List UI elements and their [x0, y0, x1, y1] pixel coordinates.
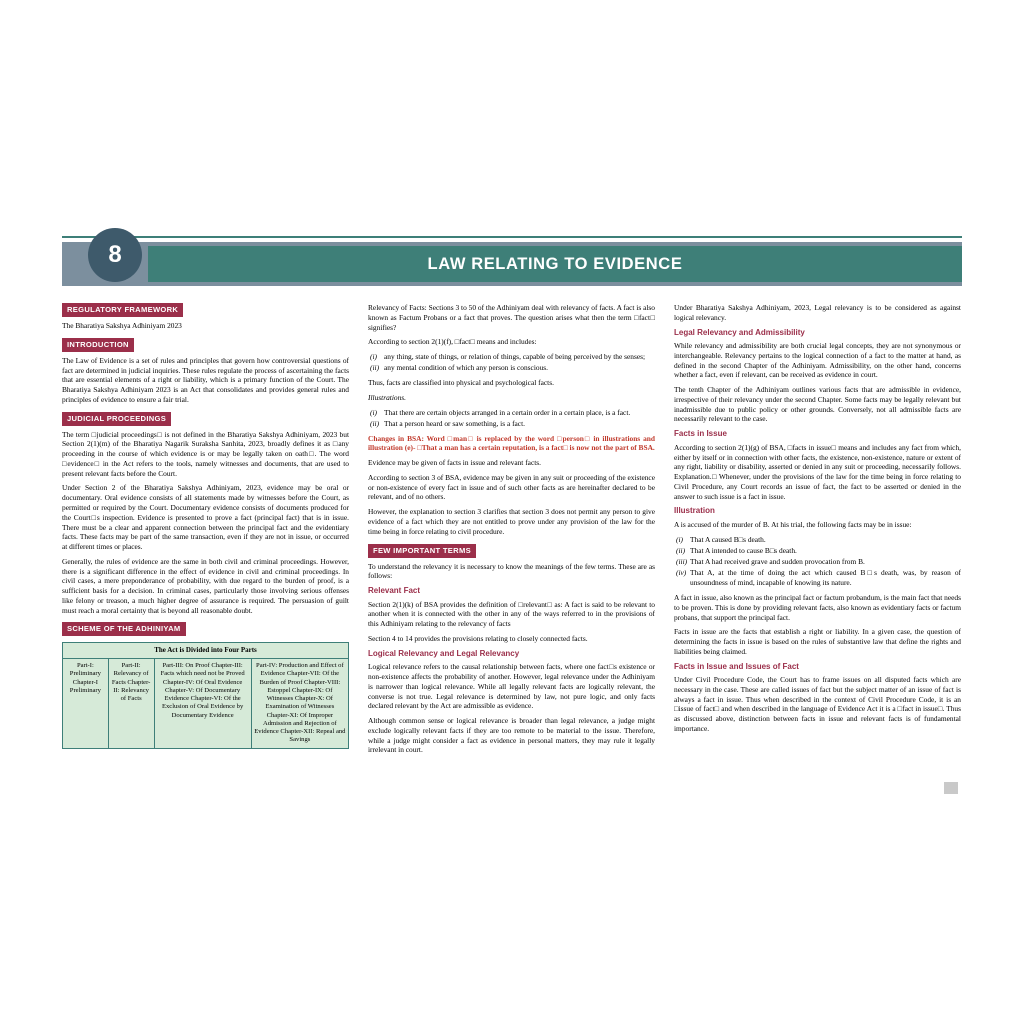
- issues-of-fact-paragraph: Under Civil Procedure Code, the Court has to frame issues on all disputed facts which are necessary in the case. These are called issues of fact but the subject matter of an issue of fact is always a fact in issue. Thus when described in the context of Civil Procedure Code, it is an □issue of fact□ and when described in the language of Evidence Act it is a □fact in issue□. Thus as discussed above, distinction between facts in issue and relevant facts is of fundamental importance.: [674, 675, 961, 733]
- list-item: [674, 535, 961, 545]
- section-heading-judicial-proceedings: JUDICIAL PROCEEDINGS: [62, 412, 171, 426]
- list-item-text: any mental condition of which any person is conscious.: [384, 363, 548, 373]
- logical-relevancy-paragraph-2: Although common sense or logical relevance is broader than legal relevance, a judge might exclude logically relevant facts if they are too remote to be material to the issue. Therefore, while a judge might consider a fact as evidence in personal matters, they may rule it legally irrelevant in court.: [368, 716, 655, 755]
- section-heading-introduction: INTRODUCTION: [62, 338, 134, 352]
- list-item: [368, 363, 655, 373]
- judicial-paragraph-3: Generally, the rules of evidence are the same in both civil and criminal proceedings. However, there is a significant difference in the effect of evidence in civil and criminal proceedings. In civil cases, a mere preponderance of probability, with due regard to the burden of proof, is a sufficient basis for a decision. In criminal cases, particularly those involving serious offenses like felony or treason, a much higher degree of assurance is required. The persuasion of guilt must reach a moral certainty that is beyond all reasonable doubt.: [62, 556, 349, 615]
- subheading-facts-in-issue: Facts in Issue: [674, 429, 727, 439]
- list-item-text: That A had received grave and sudden provocation from B.: [690, 557, 865, 567]
- page-corner-marker: [944, 782, 958, 794]
- list-item-marker: (i): [370, 352, 377, 362]
- list-item: [368, 408, 655, 418]
- logical-relevancy-paragraph-1: Logical relevance refers to the causal relationship between facts, where one fact□s existence or non-existence affects the probability of another. However, legal relevance under the Adhiniyam is narrower than logical relevance. While all legally relevant facts are logically relevant, the converse is not true. Legal relevance is determined by law, not pure logic, and only facts declared relevant by the Act are admissible as evidence.: [368, 662, 655, 711]
- list-item-marker: (iv): [676, 568, 687, 578]
- list-item-text: That A caused B□s death.: [690, 534, 766, 544]
- admissibility-paragraph-2: The tenth Chapter of the Adhiniyam outlines various facts that are admissible in evidence, irrespective of their relevancy under the second Chapter. Some facts may be legally relevant but inadmissible due to public policy or other grounds. Conversely, not all admissible facts are necessarily relevant to the case.: [674, 385, 961, 424]
- header-top-rule: [62, 236, 962, 238]
- list-item: [674, 546, 961, 556]
- introduction-text: The Law of Evidence is a set of rules and principles that govern how controversial questions of fact are determined in judicial inquiries. These rules regulate the process of ascertaining the facts that are essential elements of a right or liability, which is a primary function of the Court. The Bharatiya Sakshya Adhiniyam 2023 is an Act that consolidates and provides general rules and principles of evidence to ensure a fair trial.: [62, 355, 349, 404]
- subheading-logical-legal-relevancy: Logical Relevancy and Legal Relevancy: [368, 648, 520, 658]
- fact-definition-lead: According to section 2(1)(f), □fact□ means and includes:: [368, 337, 537, 347]
- subheading-relevant-fact: Relevant Fact: [368, 586, 421, 596]
- illustration-lead-text: A is accused of the murder of B. At his trial, the following facts may be in issue:: [674, 519, 912, 529]
- subheading-legal-relevancy-admissibility: Legal Relevancy and Admissibility: [674, 327, 805, 337]
- list-item-text: any thing, state of things, or relation of things, capable of being perceived by the senses;: [384, 352, 646, 362]
- evidence-may-be-given-text: Evidence may be given of facts in issue and relevant facts.: [368, 458, 541, 468]
- explanation-section-3-text: However, the explanation to section 3 clarifies that section 3 does not permit any person to give evidence of a fact which they are not entitled to prove under any provision of the law for the time being in force relating to civil procedure.: [368, 507, 655, 536]
- chapter-header: [62, 242, 962, 290]
- section-3-bsa-text: According to section 3 of BSA, evidence may be given in any suit or proceeding of the existence or non-existence of every fact in issue and of such other facts as are hereinafter declared to be relevant, and of no others.: [368, 472, 655, 502]
- table-caption: The Act is Divided into Four Parts: [63, 643, 349, 659]
- table-cell-part-2: Part-II: Relevancy of Facts Chapter-II: Relevancy of Facts: [108, 659, 154, 748]
- list-item-marker: (ii): [676, 545, 686, 555]
- column-two: [368, 303, 655, 760]
- list-item: [674, 568, 961, 588]
- table-row: [63, 659, 349, 748]
- illustration-facts-list: [674, 535, 961, 588]
- list-item-marker: (i): [676, 534, 683, 544]
- list-item-marker: (ii): [370, 363, 380, 373]
- facts-classification-text: Thus, facts are classified into physical and psychological facts.: [368, 378, 554, 388]
- subheading-facts-in-issue-and-issues-of-fact: Facts in Issue and Issues of Fact: [674, 661, 799, 671]
- section-heading-scheme-of-adhiniyam: SCHEME OF THE ADHINIYAM: [62, 622, 186, 636]
- list-item: [674, 557, 961, 567]
- regulatory-framework-text: The Bharatiya Sakshya Adhiniyam 2023: [62, 321, 182, 331]
- list-item-text: That A, at the time of doing the act which caused B□s death, was, by reason of unsoundness of mind, incapable of knowing its nature.: [690, 568, 961, 588]
- judicial-paragraph-1: The term □judicial proceedings□ is not defined in the Bharatiya Sakshya Adhiniyam, 2023 but Section 2(1)(m) of the Bharatiya Nagarik Suraksha Sanhita, 2023, broadly defines it as □any proceeding in the course of which evidence is or may be legally taken on oath□. The word □evidence□ in the Act refers to the tools, namely witnesses and documents, that are used to present relevant facts before the Court.: [62, 429, 349, 478]
- list-item-text: That A intended to cause B□s death.: [690, 545, 797, 555]
- list-item-text: That there are certain objects arranged in a certain order in a certain place, is a fact.: [384, 407, 631, 417]
- illustrations-label: Illustrations.: [368, 392, 406, 402]
- terms-intro-text: To understand the relevancy it is necessary to know the meanings of the few terms. These are as follows:: [368, 561, 655, 581]
- section-heading-few-important-terms: FEW IMPORTANT TERMS: [368, 544, 476, 558]
- rights-liability-paragraph: Facts in issue are the facts that establish a right or liability. In a given case, the question of determining the facts in issue is based on the rules of substantive law that define the rights and liabilities being claimed.: [674, 627, 961, 656]
- table-cell-part-4: Part-IV: Production and Effect of Evidence Chapter-VII: Of the Burden of Proof Chapter-VIII: Estoppel Chapter-IX: Of Witnesses Chapter-X: Of Examination of Witnesses Chapter-XI: Of Improper Admission and Rejection of Evidence Chapter-XII: Repeal and Savings: [251, 659, 348, 748]
- illustrations-list: [368, 408, 655, 429]
- relevant-fact-paragraph-1: Section 2(1)(k) of BSA provides the definition of □relevant□ as: A fact is said to be relevant to another when it is connected with the other in any of the ways referred to in the provisions of this Adhiniyam relating to the relevancy of facts: [368, 599, 655, 629]
- list-item-text: That a person heard or saw something, is a fact.: [384, 418, 525, 428]
- list-item-marker: (iii): [676, 557, 688, 567]
- list-item: [368, 419, 655, 429]
- list-item-marker: (i): [370, 407, 377, 417]
- table-cell-part-1: Part-I: Preliminary Chapter-I Preliminary: [63, 659, 109, 748]
- table-cell-part-3: Part-III: On Proof Chapter-III: Facts which need not be Proved Chapter-IV: Of Oral Evidence Chapter-V: Of Documentary Evidence Chapter-VI: Of the Exclusion of Oral Evidence by Documentary Evidence: [154, 659, 251, 748]
- facts-in-issue-definition: According to section 2(1)(g) of BSA, □facts in issue□ means and includes any fact from which, either by itself or in connection with other facts, the existence, non-existence, nature or extent of any right, liability or disability, asserted or denied in any suit or proceeding, necessarily follows. Explanation.□ Whenever, under the provisions of the law for the time being in force relating to Civil Procedure, any Court records an issue of fact, the fact to be asserted or denied in the answer to such issue is a fact in issue.: [674, 442, 961, 501]
- fact-definition-list: [368, 352, 655, 373]
- judicial-paragraph-2: Under Section 2 of the Bharatiya Sakshya Adhiniyam, 2023, evidence may be oral or documentary. Oral evidence consists of all statements made by witnesses before the Court, as permitted or required by the Court. Documentary evidence consists of documents produced for the Court□s inspection. Evidence is presented to prove a fact (principal fact) that is in issue. There must be a clear and apparent connection between the principal fact and the evidentiary facts. These facts may be part of the same transaction, even if they are not in issue, or occurred at different times or places.: [62, 483, 349, 552]
- relevancy-intro: Relevancy of Facts: Sections 3 to 50 of the Adhiniyam deal with relevancy of facts. A fact is also known as Factum Probans or a fact that proves. The question arises what then the term □fact□ signifies?: [368, 303, 655, 332]
- column-one: [62, 303, 349, 753]
- legal-vs-logical-relevancy-text: Under Bharatiya Sakshya Adhiniyam, 2023, Legal relevancy is to be considered as against logical relevancy.: [674, 303, 961, 322]
- chapter-number-badge: 8: [88, 228, 142, 282]
- list-item-marker: (ii): [370, 418, 380, 428]
- column-three: [674, 303, 961, 739]
- list-item: [368, 352, 655, 362]
- changes-in-bsa-note: Changes in BSA: Word □man□ is replaced by the word □person□ in illustrations and illustration (e)- □That a man has a certain reputation, is a fact□ is now not the part of BSA.: [368, 433, 655, 453]
- table-header-row: [63, 643, 349, 659]
- principal-fact-paragraph: A fact in issue, also known as the principal fact or factum probandum, is the main fact that needs to be proven. This is done by providing relevant facts, also known as evidentiary facts or factum probans, that support the principal fact.: [674, 592, 961, 622]
- relevant-fact-paragraph-2: Section 4 to 14 provides the provisions relating to closely connected facts.: [368, 633, 588, 643]
- act-divisions-table: [62, 642, 349, 748]
- page-title: LAW RELATING TO EVIDENCE: [427, 255, 683, 273]
- section-heading-regulatory-framework: REGULATORY FRAMEWORK: [62, 303, 183, 317]
- admissibility-paragraph-1: While relevancy and admissibility are both crucial legal concepts, they are not synonymous or interchangeable. Relevancy pertains to the logical connection of a fact to the matter at hand, as defined in the second Chapter of the Adhiniyam. Admissibility, on the other hand, concerns whether a fact, even if relevant, can be received as evidence in court.: [674, 341, 961, 380]
- subheading-illustration: Illustration: [674, 506, 715, 516]
